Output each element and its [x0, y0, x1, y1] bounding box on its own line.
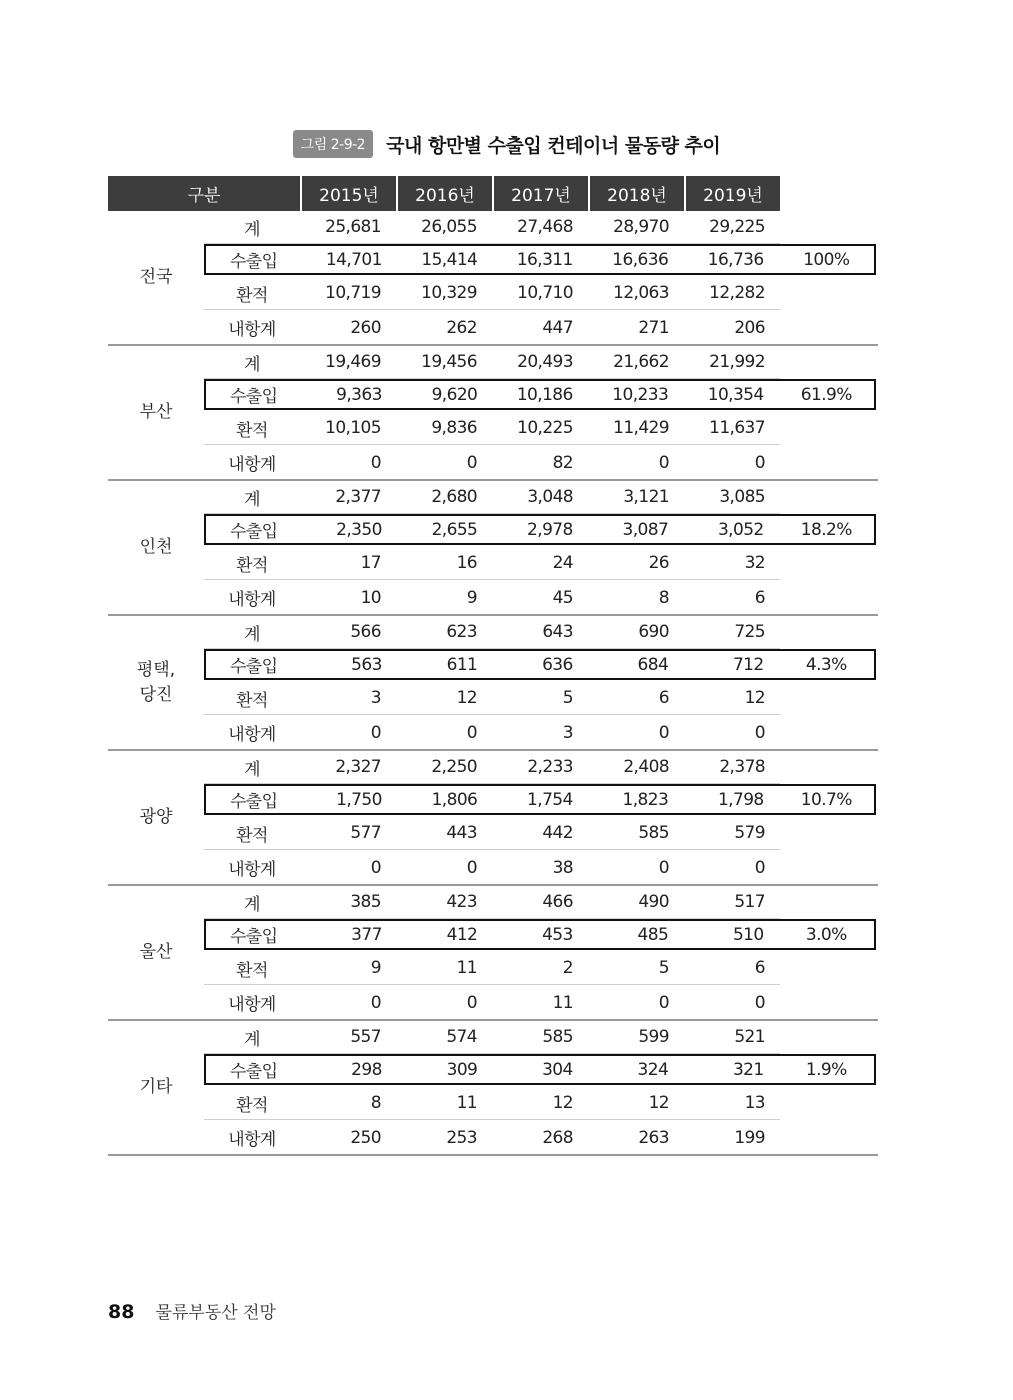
value-cell: 6	[658, 688, 669, 708]
value-cell: 32	[744, 553, 765, 573]
row-label: 계	[244, 1029, 260, 1050]
value-cell: 643	[542, 622, 573, 642]
page-number: 88	[108, 1301, 135, 1323]
value-cell: 0	[754, 452, 765, 473]
row-label: 내항계	[228, 1130, 276, 1150]
value-cell: 485	[637, 924, 669, 945]
region-group	[108, 1021, 878, 1156]
row-label: 내항계	[228, 590, 276, 610]
value-cell: 0	[754, 992, 765, 1013]
value-cell: 8	[370, 1093, 381, 1113]
table-row	[204, 446, 780, 479]
region-name: 울산	[139, 942, 173, 963]
value-cell: 26	[648, 553, 669, 573]
value-cell: 423	[446, 892, 477, 912]
header-category: 구분	[108, 176, 300, 211]
table-row	[204, 481, 780, 514]
region-name: 부산	[139, 402, 173, 423]
row-label: 수출입	[229, 792, 278, 812]
value-cell: 12	[456, 688, 477, 708]
value-cell: 0	[370, 452, 381, 473]
row-label: 내항계	[228, 995, 276, 1015]
value-cell: 453	[542, 924, 573, 945]
region-group	[108, 616, 878, 751]
value-cell: 3,087	[622, 519, 669, 540]
header-year: 2015년	[300, 176, 396, 211]
header-year: 2016년	[396, 176, 492, 211]
row-label: 계	[244, 894, 260, 915]
value-cell: 1,806	[431, 789, 478, 810]
value-cell: 466	[542, 892, 573, 912]
value-cell: 16,736	[707, 249, 764, 270]
table-row-highlighted	[204, 919, 876, 950]
value-cell: 263	[638, 1127, 669, 1148]
row-label: 환적	[236, 285, 268, 306]
value-cell: 10,105	[325, 418, 381, 438]
table-row	[204, 986, 780, 1019]
region-name: 인천	[139, 537, 173, 558]
value-cell: 10,233	[612, 384, 669, 405]
value-cell: 8	[658, 587, 669, 608]
row-label: 환적	[236, 420, 268, 441]
value-cell: 9,620	[431, 384, 478, 405]
value-cell: 2,408	[623, 757, 669, 777]
table-row	[204, 311, 780, 344]
value-cell: 3,085	[719, 487, 765, 507]
table-row	[204, 716, 780, 749]
value-cell: 712	[732, 654, 764, 675]
value-cell: 26,055	[421, 217, 477, 237]
value-cell: 623	[446, 622, 477, 642]
value-cell: 574	[446, 1027, 477, 1047]
value-cell: 19,469	[325, 352, 381, 372]
region-group	[108, 751, 878, 886]
row-label: 환적	[236, 825, 268, 846]
value-cell: 2,680	[431, 487, 477, 507]
row-label: 환적	[236, 555, 268, 576]
value-cell: 0	[658, 722, 669, 743]
share-percent: 1.9%	[805, 1059, 847, 1080]
value-cell: 517	[734, 892, 765, 912]
value-cell: 19,456	[421, 352, 477, 372]
value-cell: 2,655	[431, 519, 478, 540]
port-container-table	[108, 176, 878, 1156]
share-percent: 100%	[803, 249, 850, 270]
table-row	[204, 211, 780, 244]
row-label: 수출입	[229, 657, 278, 677]
book-title: 물류부동산 전망	[155, 1303, 276, 1323]
value-cell: 268	[542, 1127, 573, 1148]
value-cell: 10,225	[517, 418, 573, 438]
region-name: 광양	[139, 807, 173, 828]
value-cell: 25,681	[325, 217, 381, 237]
region-group	[108, 886, 878, 1021]
value-cell: 250	[350, 1127, 381, 1148]
value-cell: 0	[658, 452, 669, 473]
value-cell: 3	[562, 722, 573, 743]
table-row	[204, 851, 780, 884]
table-row-highlighted	[204, 784, 876, 815]
value-cell: 2,378	[719, 757, 765, 777]
table-row-highlighted	[204, 244, 876, 275]
value-cell: 10,710	[517, 283, 573, 303]
value-cell: 1,754	[527, 789, 573, 810]
region-name: 기타	[139, 1077, 173, 1098]
value-cell: 585	[638, 823, 669, 843]
share-percent: 18.2%	[800, 519, 852, 540]
share-percent: 61.9%	[800, 384, 852, 405]
share-percent: 10.7%	[800, 789, 852, 810]
value-cell: 253	[446, 1127, 477, 1148]
table-row	[204, 682, 780, 715]
value-cell: 2,978	[527, 519, 573, 540]
row-label: 수출입	[229, 927, 278, 947]
value-cell: 12	[648, 1093, 669, 1113]
value-cell: 16,636	[612, 249, 669, 270]
value-cell: 0	[754, 857, 765, 878]
value-cell: 579	[734, 823, 765, 843]
value-cell: 412	[446, 924, 478, 945]
value-cell: 3,052	[717, 519, 764, 540]
value-cell: 0	[466, 722, 477, 743]
value-cell: 11	[456, 958, 477, 978]
value-cell: 9	[466, 587, 477, 608]
value-cell: 29,225	[709, 217, 765, 237]
value-cell: 3,121	[623, 487, 669, 507]
value-cell: 262	[446, 317, 477, 338]
value-cell: 82	[552, 452, 573, 473]
value-cell: 16,311	[516, 249, 573, 270]
value-cell: 2,250	[431, 757, 477, 777]
share-percent: 4.3%	[805, 654, 847, 675]
row-label: 내항계	[228, 455, 276, 475]
value-cell: 6	[754, 958, 765, 978]
value-cell: 10,329	[421, 283, 477, 303]
value-cell: 599	[638, 1027, 669, 1047]
region-name: 평택, 당진	[136, 659, 176, 705]
value-cell: 1,798	[717, 789, 764, 810]
figure-number-badge: 그림 2-9-2	[293, 130, 373, 158]
table-row-highlighted	[204, 1054, 876, 1085]
row-label: 환적	[236, 690, 268, 711]
value-cell: 9,363	[336, 384, 382, 405]
value-cell: 0	[466, 452, 477, 473]
share-percent: 3.0%	[805, 924, 847, 945]
figure-title: 국내 항만별 수출입 컨테이너 물동량 추이	[386, 134, 721, 157]
table-row	[204, 1121, 780, 1154]
value-cell: 10	[360, 587, 381, 608]
value-cell: 385	[350, 892, 381, 912]
row-label: 내항계	[228, 725, 276, 745]
value-cell: 12	[744, 688, 765, 708]
figure-caption	[0, 130, 1013, 158]
value-cell: 563	[351, 654, 382, 675]
row-label: 수출입	[229, 1062, 278, 1082]
table-row	[204, 751, 780, 784]
value-cell: 17	[360, 553, 381, 573]
value-cell: 6	[754, 587, 765, 608]
value-cell: 577	[350, 823, 381, 843]
value-cell: 684	[637, 654, 669, 675]
table-header	[108, 176, 878, 211]
row-label: 수출입	[229, 522, 278, 542]
value-cell: 11,429	[613, 418, 669, 438]
header-year: 2019년	[684, 176, 780, 211]
value-cell: 490	[638, 892, 669, 912]
row-label: 수출입	[229, 252, 278, 272]
row-label: 계	[244, 354, 260, 375]
value-cell: 611	[446, 654, 478, 675]
value-cell: 557	[350, 1027, 381, 1047]
value-cell: 585	[542, 1027, 573, 1047]
value-cell: 12,063	[613, 283, 669, 303]
value-cell: 38	[552, 857, 573, 878]
table-row	[204, 1087, 780, 1120]
row-label: 수출입	[229, 387, 278, 407]
row-label: 환적	[236, 960, 268, 981]
value-cell: 1,750	[336, 789, 382, 810]
value-cell: 11	[456, 1093, 477, 1113]
table-row	[204, 616, 780, 649]
value-cell: 2,233	[527, 757, 573, 777]
value-cell: 0	[466, 992, 477, 1013]
value-cell: 5	[562, 688, 573, 708]
value-cell: 304	[542, 1059, 573, 1080]
page-footer	[108, 1298, 276, 1323]
row-label: 내항계	[228, 320, 276, 340]
value-cell: 13	[744, 1093, 765, 1113]
value-cell: 24	[552, 553, 573, 573]
row-label: 내항계	[228, 860, 276, 880]
value-cell: 16	[456, 553, 477, 573]
value-cell: 0	[658, 857, 669, 878]
value-cell: 309	[446, 1059, 478, 1080]
value-cell: 271	[638, 317, 669, 338]
value-cell: 15,414	[421, 249, 478, 270]
row-label: 환적	[236, 1095, 268, 1116]
value-cell: 3,048	[527, 487, 573, 507]
value-cell: 0	[370, 857, 381, 878]
value-cell: 21,662	[613, 352, 669, 372]
value-cell: 1,823	[622, 789, 669, 810]
value-cell: 442	[542, 823, 573, 843]
table-row	[204, 817, 780, 850]
region-group	[108, 346, 878, 481]
table-row	[204, 581, 780, 614]
row-label: 계	[244, 759, 260, 780]
value-cell: 5	[658, 958, 669, 978]
value-cell: 0	[370, 722, 381, 743]
value-cell: 690	[638, 622, 669, 642]
value-cell: 10,719	[325, 283, 381, 303]
row-label: 계	[244, 624, 260, 645]
table-row-highlighted	[204, 514, 876, 545]
table-row-highlighted	[204, 379, 876, 410]
value-cell: 11	[552, 992, 573, 1013]
value-cell: 21,992	[709, 352, 765, 372]
value-cell: 321	[732, 1059, 764, 1080]
header-year: 2018년	[588, 176, 684, 211]
value-cell: 3	[370, 688, 381, 708]
table-body	[108, 211, 878, 1156]
value-cell: 0	[658, 992, 669, 1013]
value-cell: 377	[351, 924, 382, 945]
table-row	[204, 412, 780, 445]
table-row	[204, 547, 780, 580]
value-cell: 447	[542, 317, 573, 338]
value-cell: 2,377	[335, 487, 381, 507]
table-row	[204, 952, 780, 985]
value-cell: 510	[732, 924, 764, 945]
value-cell: 566	[350, 622, 381, 642]
value-cell: 12	[552, 1093, 573, 1113]
value-cell: 206	[734, 317, 765, 338]
value-cell: 199	[734, 1127, 765, 1148]
value-cell: 27,468	[517, 217, 573, 237]
region-name: 전국	[139, 267, 173, 288]
region-group	[108, 211, 878, 346]
value-cell: 2,327	[335, 757, 381, 777]
row-label: 계	[244, 489, 260, 510]
value-cell: 2,350	[336, 519, 382, 540]
value-cell: 9,836	[431, 418, 477, 438]
value-cell: 725	[734, 622, 765, 642]
region-group	[108, 481, 878, 616]
table-row	[204, 886, 780, 919]
table-row	[204, 277, 780, 310]
value-cell: 324	[637, 1059, 669, 1080]
value-cell: 9	[370, 958, 381, 978]
value-cell: 20,493	[517, 352, 573, 372]
value-cell: 45	[552, 587, 573, 608]
value-cell: 12,282	[709, 283, 765, 303]
value-cell: 260	[350, 317, 381, 338]
value-cell: 0	[370, 992, 381, 1013]
value-cell: 28,970	[613, 217, 669, 237]
value-cell: 443	[446, 823, 477, 843]
row-label: 계	[244, 219, 260, 240]
value-cell: 0	[754, 722, 765, 743]
value-cell: 10,186	[516, 384, 573, 405]
value-cell: 11,637	[709, 418, 765, 438]
header-year: 2017년	[492, 176, 588, 211]
value-cell: 636	[542, 654, 573, 675]
value-cell: 14,701	[325, 249, 382, 270]
value-cell: 10,354	[707, 384, 764, 405]
value-cell: 0	[466, 857, 477, 878]
value-cell: 298	[351, 1059, 382, 1080]
value-cell: 2	[562, 958, 573, 978]
table-row	[204, 1021, 780, 1054]
table-row	[204, 346, 780, 379]
value-cell: 521	[734, 1027, 765, 1047]
table-row-highlighted	[204, 649, 876, 680]
